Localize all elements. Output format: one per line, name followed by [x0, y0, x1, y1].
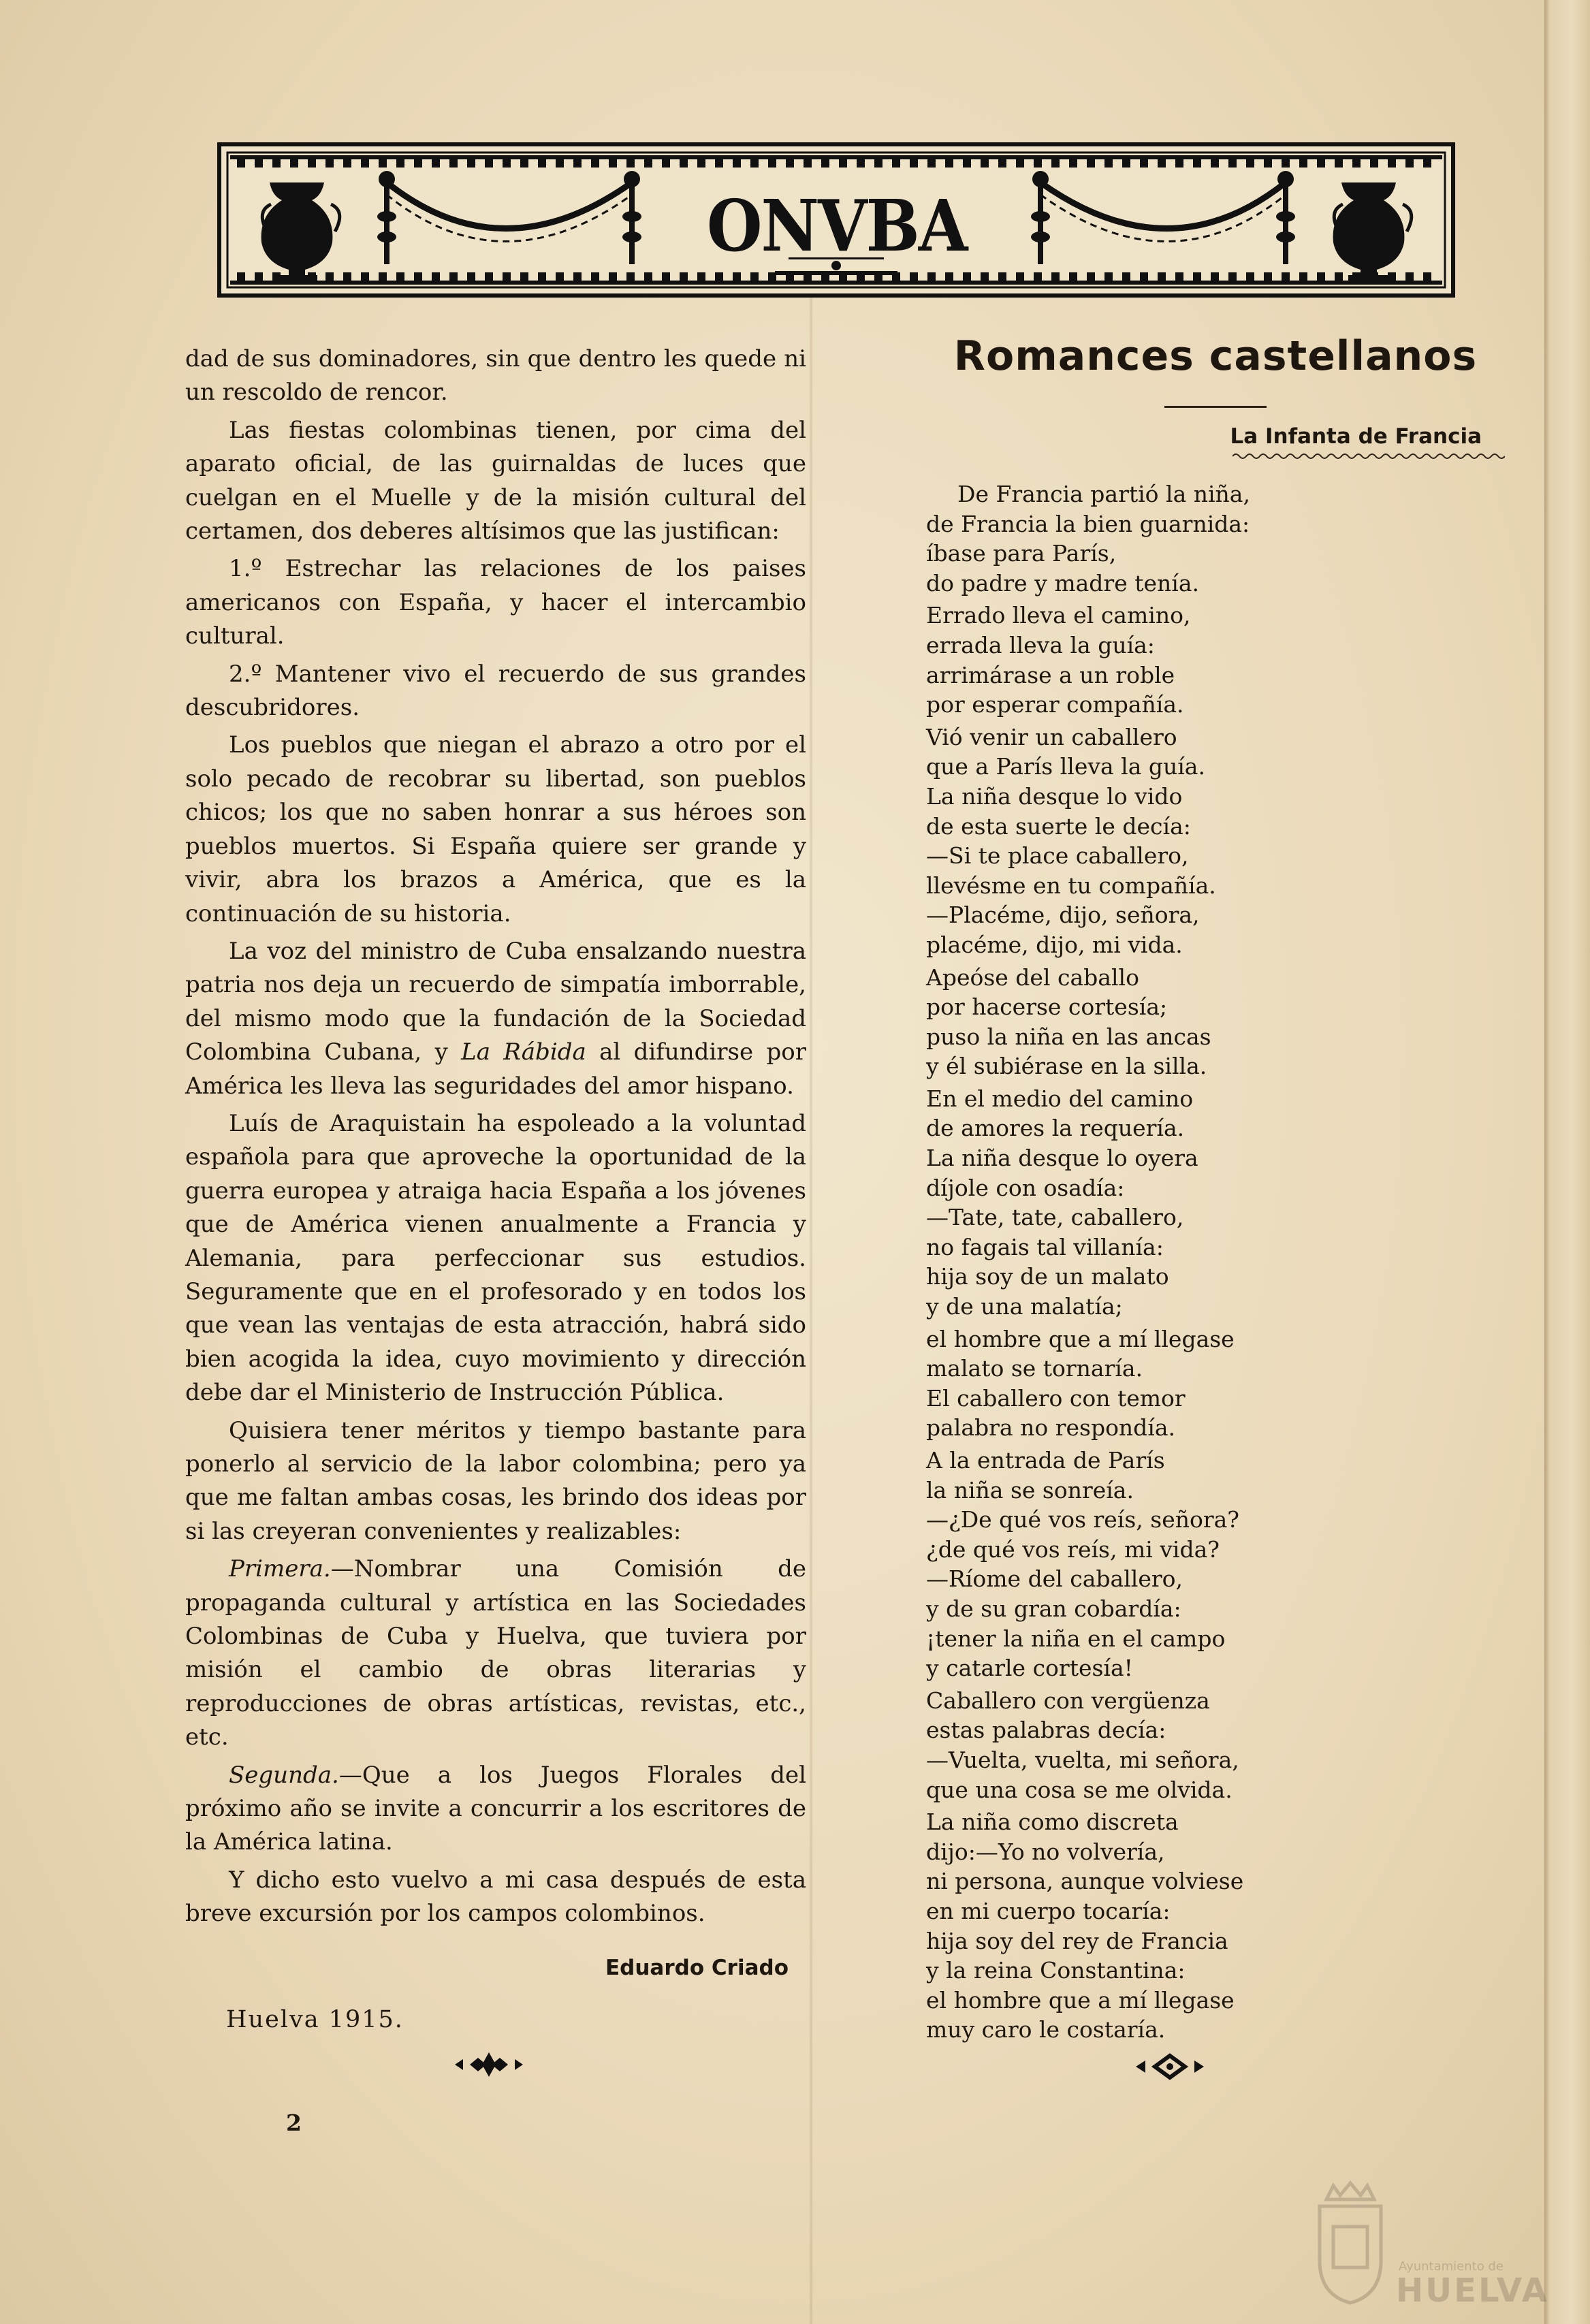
- paragraph: Las fiestas colombinas tienen, por cima del aparato oficial, de las guirnaldas de luces que cuelgan en el Muelle y de la misión cultural del certamen, dos deberes altísimos que las justifican:: [185, 416, 806, 545]
- poem-verse: ¡tener la niña en el campo: [926, 1625, 1226, 1652]
- poem-stanza: [926, 1084, 1505, 1322]
- poem-stanza: [926, 479, 1505, 598]
- poem-verse: El caballero con temor: [926, 1384, 1186, 1412]
- paragraph-text: Que a los Juegos Florales del próximo año se invite a concurrir a los escritores de la América latina.: [185, 1761, 806, 1856]
- poem-verse: arrimárase a un roble: [926, 661, 1175, 688]
- poem-verse: hija soy del rey de Francia: [926, 1927, 1228, 1954]
- poem-verse: y de su gran cobardía:: [926, 1595, 1181, 1622]
- page-edge: [1544, 0, 1590, 2324]
- poem-verse: estas palabras decía:: [926, 1717, 1166, 1744]
- page-number: 2: [286, 2110, 302, 2136]
- poem-subtitle: La Infanta de Francia: [1230, 424, 1482, 449]
- poem-verse: —Placéme, dijo, señora,: [926, 902, 1200, 929]
- poem-verse: —Vuelta, vuelta, mi señora,: [926, 1746, 1239, 1773]
- poem-verse: muy caro le costaría.: [926, 2016, 1166, 2043]
- paragraph: 1.º Estrechar las relaciones de los paises americanos con España, y hacer el intercambio cultural.: [185, 555, 806, 650]
- poem-verse: en mi cuerpo tocaría:: [926, 1897, 1171, 1924]
- left-column: [185, 343, 806, 2033]
- poem-verse: La niña desque lo vido: [926, 782, 1183, 810]
- masthead-title: ONVBA: [707, 184, 967, 268]
- poem-verse: íbase para París,: [926, 540, 1117, 567]
- poem-verse: que una cosa se me olvida.: [926, 1776, 1233, 1803]
- poem-verse: palabra no respondía.: [926, 1414, 1176, 1442]
- primera-label: Primera.: [229, 1555, 331, 1583]
- paragraph-text: —Nombrar una Comisión de propaganda cultural y artística en las Sociedades Colombinas de Cuba y Huelva, que tuviera por misión el cambio de obras literarias y reproducciones de obras artísticas, revistas, etc., etc.: [185, 1555, 806, 1751]
- poem-verse: el hombre que a mí llegase: [926, 1325, 1235, 1352]
- poem-verse: —Tate, tate, caballero,: [926, 1204, 1184, 1231]
- poem-verse: por esperar compañía.: [926, 691, 1184, 718]
- page-fold: [809, 293, 813, 2324]
- poem-verse: —Ríome del caballero,: [926, 1565, 1183, 1593]
- poem-verse: A la entrada de París: [926, 1447, 1165, 1474]
- poem-body: [926, 479, 1505, 2045]
- poem-stanza: [926, 1807, 1505, 2045]
- poem-verse: no fagais tal villanía:: [926, 1233, 1164, 1260]
- segunda-label: Segunda.: [229, 1761, 339, 1789]
- paragraph: [185, 1553, 806, 1754]
- poem-verse: de esta suerte le decía:: [926, 812, 1191, 840]
- right-column: [926, 332, 1505, 2048]
- paragraph-text: al difundirse por América les lleva las seguridades del amor hispano.: [185, 1038, 806, 1100]
- fleuron-right-icon: [1136, 2053, 1204, 2083]
- poem-verse: hija soy de un malato: [926, 1263, 1169, 1290]
- poem-verse: díjole con osadía:: [926, 1174, 1125, 1201]
- poem-verse: Errado lleva el camino,: [926, 602, 1191, 629]
- watermark-caption: Ayuntamiento de: [1399, 2259, 1504, 2274]
- poem-verse: Apeóse del caballo: [926, 964, 1139, 991]
- paragraph: 2.º Mantener vivo el recuerdo de sus grandes descubridores.: [185, 660, 806, 722]
- poem-verse: llevésme en tu compañía.: [926, 872, 1216, 899]
- poem-verse: En el medio del camino: [926, 1085, 1194, 1112]
- la-rabida-title: La Rábida: [461, 1038, 586, 1066]
- poem-verse: puso la niña en las ancas: [926, 1023, 1211, 1050]
- paragraph: [185, 935, 806, 1103]
- poem-verse: —Si te place caballero,: [926, 842, 1189, 870]
- poem-verse: —¿De qué vos reís, señora?: [926, 1506, 1240, 1533]
- poem-verse: dijo:—Yo no volvería,: [926, 1838, 1165, 1865]
- paragraph: Los pueblos que niegan el abrazo a otro por el solo pecado de recobrar su libertad, son pueblos chicos; los que no saben honrar a sus héroes son pueblos muertos. Si España quiere ser grande y vivir, abra los brazos a América, que es la continuación de su historia.: [185, 731, 806, 927]
- poem-verse: Vió venir un caballero: [926, 723, 1177, 750]
- poem-stanza: [926, 1446, 1505, 1683]
- poem-verse: de amores la requería.: [926, 1115, 1185, 1142]
- author-signature: Eduardo Criado: [605, 1955, 789, 1980]
- coat-of-arms-icon: [1313, 2179, 1388, 2308]
- poem-verse: y él subiérase en la silla.: [926, 1053, 1207, 1080]
- paragraph: Luís de Araquistain ha espoleado a la voluntad española para que aproveche la oportunidad de la guerra europea y atraiga hacia España a los jóvenes que de América vienen anualmente a Francia y Alemania, para perfeccionar sus estudios. Seguramente que en el profesorado y en todos los que vean las ventajas de esta atracción, habrá sido bien acogida la idea, cuyo movimiento y dirección debe dar el Ministerio de Instrucción Pública.: [185, 1109, 806, 1407]
- poem-verse: errada lleva la guía:: [926, 631, 1155, 658]
- poem-verse: la niña se sonreía.: [926, 1476, 1134, 1503]
- poem-verse: y la reina Constantina:: [926, 1957, 1186, 1984]
- poem-verse: el hombre que a mí llegase: [926, 1986, 1235, 2013]
- paragraph-text: La voz del ministro de Cuba ensalzando nuestra patria nos deja un recuerdo de simpatía imborrable, del mismo modo que la fundación de la Sociedad Colombina Cubana, y: [185, 937, 806, 1066]
- paragraph: Quisiera tener méritos y tiempo bastante para ponerlo al servicio de la labor colombina; pero ya que me faltan ambas cosas, les brindo dos ideas por si las creyeran convenientes y realizables:: [185, 1416, 806, 1545]
- poem-verse: placéme, dijo, mi vida.: [926, 931, 1183, 958]
- poem-stanza: [926, 722, 1505, 960]
- poem-verse: La niña como discreta: [926, 1809, 1179, 1836]
- fleuron-left-icon: [455, 2051, 523, 2081]
- paragraph: dad de sus dominadores, sin que dentro les quede ni un rescoldo de rencor.: [185, 345, 806, 407]
- poem-verse: De Francia partió la niña,: [957, 481, 1250, 507]
- paragraph: Segunda.—Que a los Juegos Florales del próximo año se invite a concurrir a los escritores de la América latina.: [185, 1761, 806, 1856]
- poem-stanza: [926, 963, 1505, 1081]
- watermark-title: HUELVA: [1396, 2272, 1549, 2310]
- poem-verse: ¿de qué vos reís, mi vida?: [926, 1535, 1220, 1563]
- poem-stanza: [926, 601, 1505, 719]
- poem-verse: y catarle cortesía!: [926, 1655, 1133, 1682]
- poem-verse: Caballero con vergüenza: [926, 1687, 1210, 1714]
- poem-stanza: [926, 1324, 1505, 1443]
- poem-verse: ni persona, aunque volviese: [926, 1868, 1244, 1895]
- paragraph: Y dicho esto vuelvo a mi casa después de esta breve excursión por los campos colombinos.: [185, 1866, 806, 1928]
- title-rule: [1164, 406, 1267, 408]
- poem-verse: La niña desque lo oyera: [926, 1145, 1198, 1172]
- poem-verse: de Francia la bien guarnida:: [926, 510, 1250, 537]
- section-title: Romances castellanos: [953, 332, 1478, 380]
- dateline: Huelva 1915.: [226, 2005, 404, 2033]
- poem-verse: do padre y madre tenía.: [926, 569, 1199, 596]
- wavy-rule: [926, 450, 1505, 463]
- poem-verse: malato se tornaría.: [926, 1355, 1143, 1382]
- poem-verse: por hacerse cortesía;: [926, 993, 1168, 1021]
- masthead-banner: [217, 142, 1456, 302]
- poem-stanza: [926, 1686, 1505, 1804]
- poem-verse: y de una malatía;: [926, 1293, 1123, 1320]
- archive-watermark: [1309, 2179, 1549, 2315]
- poem-verse: que a París lleva la guía.: [926, 753, 1205, 780]
